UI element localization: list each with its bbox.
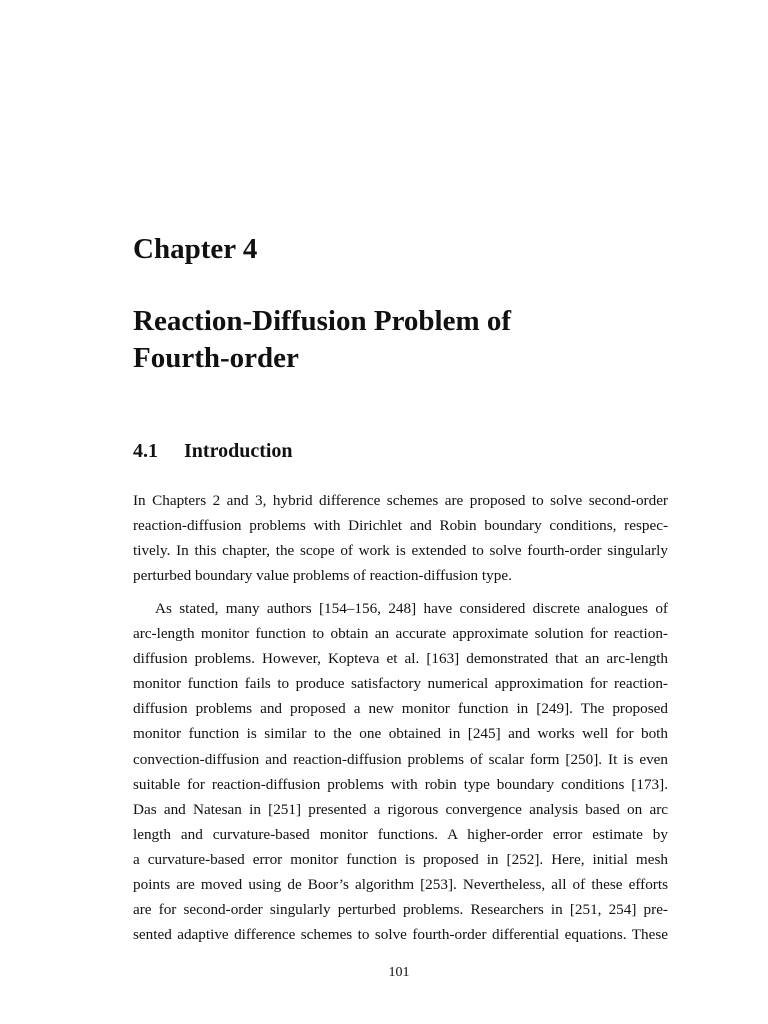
section-title: Introduction: [184, 440, 293, 462]
chapter-title-line: Fourth-order: [133, 342, 299, 374]
paragraph-line: monitor function is similar to the one obtained in [245] and works well for both: [133, 725, 668, 743]
paragraph-line: diffusion problems. However, Kopteva et al. [163] demonstrated that an arc-length: [133, 650, 668, 668]
paragraph-line: In Chapters 2 and 3, hybrid difference schemes are proposed to solve second-order: [133, 492, 668, 509]
chapter-title-line: Reaction-Diffusion Problem of: [133, 305, 512, 337]
chapter-title: [133, 303, 653, 377]
paragraph-line: a curvature-based error monitor function is proposed in [252]. Here, initial mesh: [133, 850, 668, 868]
paragraph-line: are for second-order singularly perturbed problems. Researchers in [251, 254] pre-: [133, 901, 668, 919]
paragraph-line: sented adaptive difference schemes to solve fourth-order differential equations. These: [133, 926, 668, 944]
paragraph-line: arc-length monitor function to obtain an accurate approximate solution for reaction-: [133, 625, 668, 643]
paragraph-line: length and curvature-based monitor functions. A higher-order error estimate by: [133, 825, 668, 843]
chapter-label: Chapter 4: [133, 233, 258, 265]
section-number: 4.1: [133, 440, 158, 462]
paragraph-line: diffusion problems and proposed a new monitor function in [249]. The proposed: [133, 700, 668, 718]
paragraph-line: suitable for reaction-diffusion problems with robin type boundary conditions [173].: [133, 775, 668, 793]
paragraph-line: points are moved using de Boor’s algorithm [253]. Nevertheless, all of these efforts: [133, 876, 668, 894]
paragraph-line: reaction-diffusion problems with Dirichlet and Robin boundary conditions, respec-: [133, 517, 668, 535]
paragraph: [133, 488, 668, 588]
page-number: 101: [388, 965, 410, 980]
paragraph-line: tively. In this chapter, the scope of work is extended to solve fourth-order singularly: [133, 542, 668, 560]
paragraph-line: As stated, many authors [154–156, 248] have considered discrete analogues of: [155, 600, 668, 617]
paragraph-line: Das and Natesan in [251] presented a rigorous convergence analysis based on arc: [133, 800, 668, 818]
paragraph-line: convection-diffusion and reaction-diffusion problems of scalar form [250]. It is even: [133, 750, 668, 768]
section-heading: [133, 437, 293, 465]
paragraph: [133, 596, 668, 947]
paragraph-line: perturbed boundary value problems of reaction-diffusion type.: [133, 567, 512, 585]
paragraph-line: monitor function fails to produce satisfactory numerical approximation for reaction-: [133, 675, 668, 693]
